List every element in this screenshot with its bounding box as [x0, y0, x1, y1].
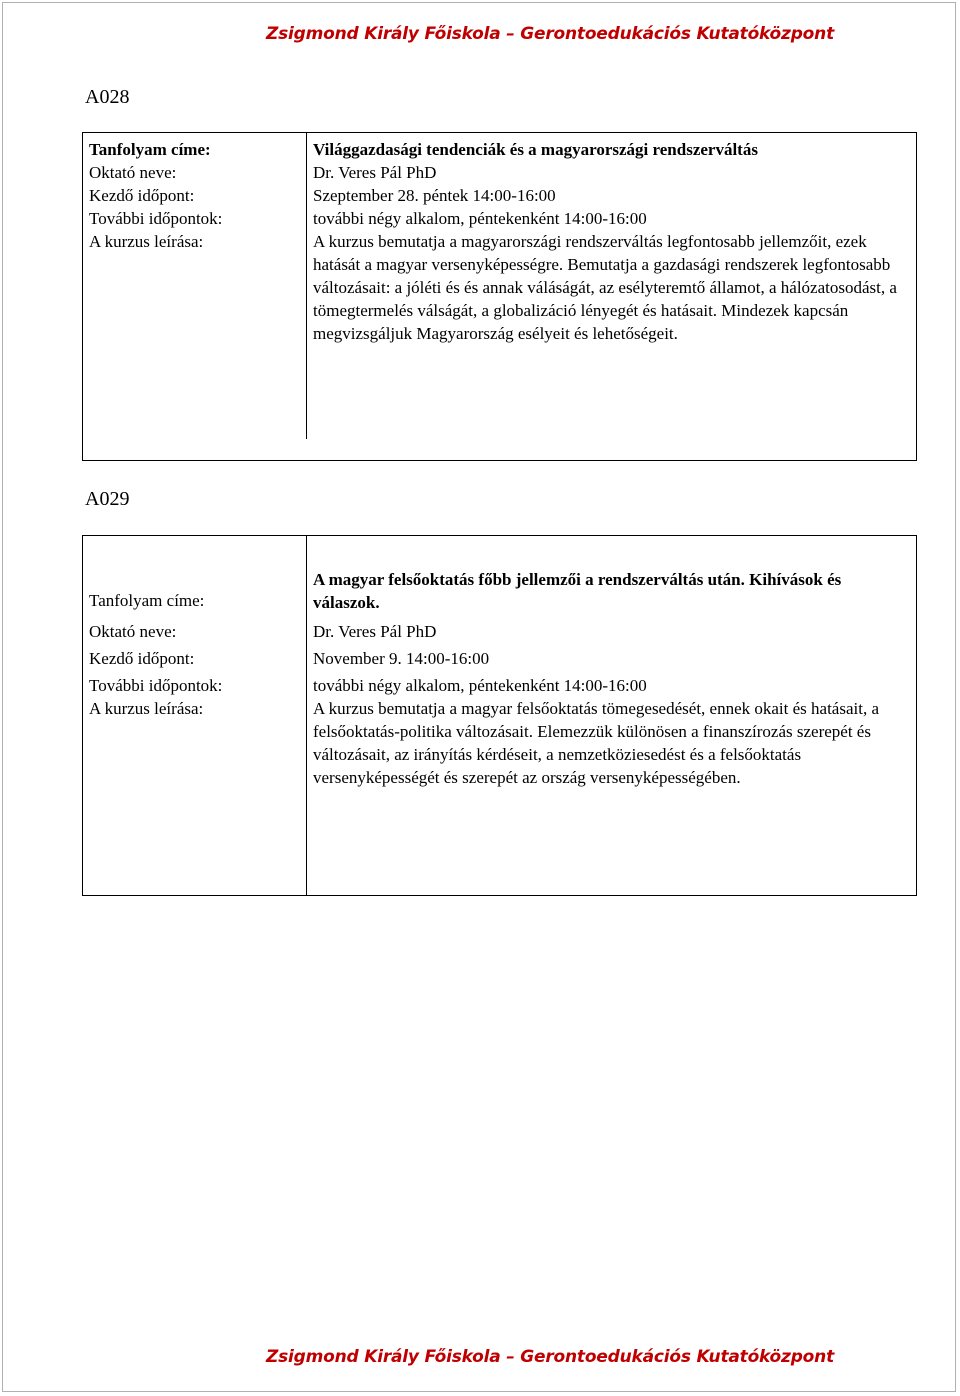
- value-teacher: Dr. Veres Pál PhD: [313, 622, 437, 641]
- course-code: A028: [85, 86, 130, 108]
- course-code: A029: [85, 488, 130, 510]
- value-start: November 9. 14:00-16:00: [313, 649, 490, 668]
- label-more-dates: További időpontok:: [83, 207, 307, 230]
- value-title: Világgazdasági tendenciák és a magyarországi rendszerváltás: [313, 140, 758, 159]
- row-more-dates: [83, 670, 916, 697]
- value-start: Szeptember 28. péntek 14:00-16:00: [313, 186, 556, 205]
- label-description: A kurzus leírása:: [83, 697, 307, 895]
- row-teacher: [83, 616, 916, 643]
- row-teacher: [83, 161, 916, 184]
- label-teacher: Oktató neve:: [83, 616, 307, 643]
- value-teacher: Dr. Veres Pál PhD: [313, 163, 437, 182]
- row-title: [83, 536, 916, 616]
- label-description: A kurzus leírása:: [83, 230, 307, 439]
- row-description: [83, 697, 916, 895]
- value-description: A kurzus bemutatja a magyarországi rendszerváltás legfontosabb jellemzőit, ezek hatását a magyar versenyképességre. Bemutatja a gazdasági rendszerek legfontosabb változásait: a jóléti és és annak váláságát, az esélyteremtő államot, a hálózatosodást, a tömegtermelés válságát, a globalizáció lényegét és hatásait. Mindezek kapcsán megvizsgáljuk Magyarország esélyeit és lehetőségeit.: [313, 232, 897, 343]
- course-table: [82, 535, 917, 896]
- value-title: A magyar felsőoktatás főbb jellemzői a rendszerváltás után. Kihívások és válaszok.: [313, 570, 842, 612]
- row-more-dates: [83, 207, 916, 230]
- row-title: [83, 133, 916, 161]
- label-start: Kezdő időpont:: [83, 184, 307, 207]
- label-more-dates: További időpontok:: [83, 670, 307, 697]
- value-more-dates: további négy alkalom, péntekenként 14:00-16:00: [313, 676, 647, 695]
- label-title: Tanfolyam címe:: [83, 133, 307, 161]
- header-banner: Zsigmond Király Főiskola – Gerontoedukációs Kutatóközpont: [266, 24, 834, 44]
- value-more-dates: további négy alkalom, péntekenként 14:00-16:00: [313, 209, 647, 228]
- label-teacher: Oktató neve:: [83, 161, 307, 184]
- row-start: [83, 184, 916, 207]
- row-description: [83, 230, 916, 439]
- value-description: A kurzus bemutatja a magyar felsőoktatás tömegesedését, ennek okait és hatásait, a felsőoktatás-politika változásait. Elemezzük különösen a finanszírozás szerepét és változásait, az irányítás kérdéseit, a nemzetköziesedést és a felsőoktatás versenyképességét és szerepét az ország versenyképességében.: [313, 699, 879, 787]
- course-table: [82, 132, 917, 461]
- footer-banner: Zsigmond Király Főiskola – Gerontoedukációs Kutatóközpont: [266, 1347, 834, 1367]
- label-start: Kezdő időpont:: [83, 643, 307, 670]
- label-title: Tanfolyam címe:: [83, 536, 307, 616]
- row-start: [83, 643, 916, 670]
